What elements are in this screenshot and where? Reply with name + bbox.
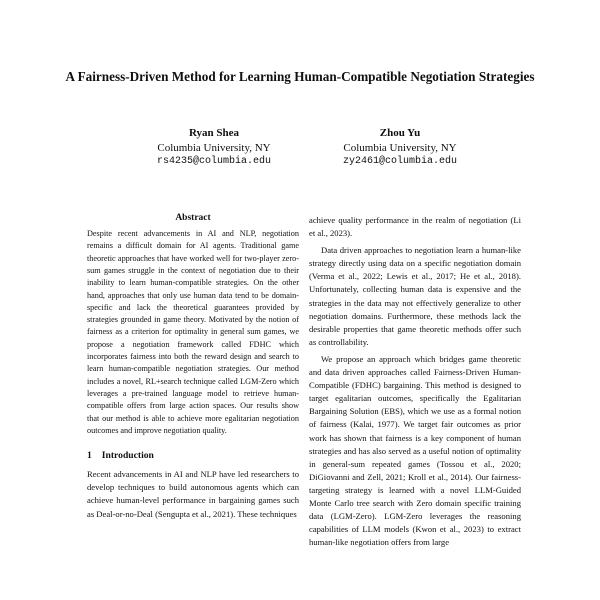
author-affiliation: Columbia University, NY	[157, 141, 271, 154]
abstract-heading: Abstract	[175, 213, 211, 223]
author-affiliation: Columbia University, NY	[343, 141, 457, 154]
body-paragraph: We propose an approach which bridges game theoretic and data driven approaches called Fairness-Driven Human-Compatible (FDHC) bargaining. This method is designed to target egalitarian outcomes, specifically the Egalitarian Bargaining Solution (EBS), which we use as a formal notion of fairness (Kalai, 1977). We target fair outcomes as prior work has shown that fairness is a key component of human strategies and has also served as a useful notion of optimality in general-sum repeated games (Tossou et al., 2020; DiGiovanni and Zell, 2021; Kroll et al., 2014). Our fairness-targeting strategy is learned with a novel LLM-Guided Monte Carlo tree search with Zero domain specific training data (LGM-Zero). LGM-Zero leverages the reasoning capabilities of LLM models (Kwon et al., 2023) to extract human-like negotiation offers from large	[309, 353, 521, 548]
author-name: Ryan Shea	[188, 127, 240, 139]
paper-title: A Fairness-Driven Method for Learning Human-Compatible Negotiation Strategies	[65, 69, 535, 84]
author-block	[290, 126, 510, 170]
right-column	[309, 214, 521, 549]
author-email: zy2461@columbia.edu	[342, 156, 458, 167]
author-name: Zhou Yu	[379, 127, 421, 139]
left-column	[87, 212, 299, 521]
body-paragraph: Data driven approaches to negotiation learn a human-like strategy directly using data on a specific negotiation domain (Verma et al., 2022; Lewis et al., 2017; He et al., 2018). Unfortunately, collecting human data is expensive and the strategies in the data may not effectively generalize to other negotiation domains. Furthermore, these methods lack the desirable properties that game theoretic methods offer such as controllability.	[309, 245, 521, 347]
section-number: 1	[87, 450, 92, 462]
section-heading	[87, 449, 299, 462]
section-title: Introduction	[101, 450, 154, 462]
intro-paragraph: Recent advancements in AI and NLP have led researchers to develop techniques to build autonomous agents which can achieve human-level performance in bargaining games such as Deal-or-no-Deal (Sengupta et al., 2021). These techniques	[87, 469, 299, 519]
abstract-text: Despite recent advancements in AI and NLP, negotiation remains a difficult domain for AI agents. Traditional game theoretic approaches that have worked well for two-player zero-sum games struggle in the context of negotiation due to their inability to learn human-compatible strategies. On the other hand, approaches that only use human data tend to be domain-specific and lack the theoretical guarantees provided by strategies grounded in game theory. Motivated by the notion of fairness as a criterion for optimality in general sum games, we propose a negotiation framework called FDHC which incorporates fairness into both the reward design and search to learn human-compatible negotiation strategies. Our method includes a novel, RL+search technique called LGM-Zero which leverages a pre-trained language model to retrieve human-compatible offers from large action spaces. Our results show that our method is able to achieve more egalitarian negotiation outcomes and improve negotiation quality.	[87, 229, 299, 435]
author-email: rs4235@columbia.edu	[156, 156, 272, 167]
body-paragraph: achieve quality performance in the realm of negotiation (Li et al., 2023).	[309, 215, 521, 239]
